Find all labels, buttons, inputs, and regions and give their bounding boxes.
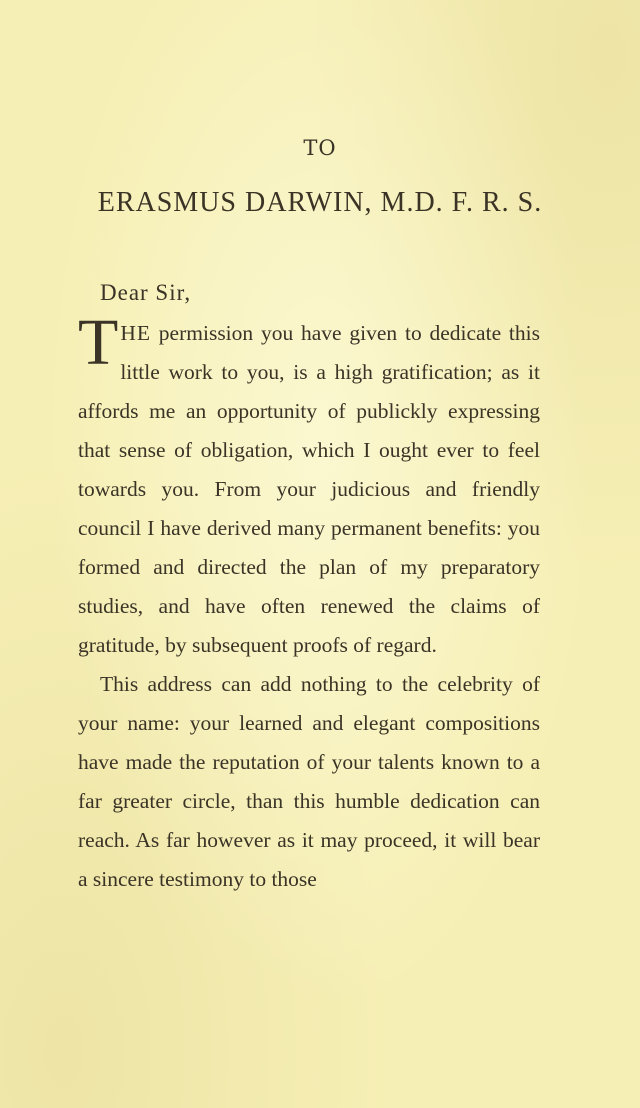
salutation: Dear Sir, (100, 280, 192, 305)
paragraph-1-text: permission you have given to dedicate this little work to you, is a high gratification; as it affords me an opportunity of publickly expressing that sense of obligation, which I ought ever to feel towards you. From your judicious and friendly council I have derived many permanent benefits: you formed and directed the plan of my preparatory studies, and have often renewed the claims of gratitude, by subsequent proofs of regard. (78, 321, 540, 657)
to-heading: TO (303, 136, 337, 160)
paragraph-1 (78, 306, 540, 665)
drop-cap: T (78, 306, 119, 379)
paragraph-2: This address can add nothing to the celebrity of your name: your learned and elegant compositions have made the reputation of your talents known to a far greater circle, than this humble dedication can reach. As far however as it may proceed, it will bear a sincere testimony to those (78, 672, 540, 891)
first-word-rest: HE (120, 321, 151, 345)
dedication-body (78, 306, 540, 899)
dedicatee-name: ERASMUS DARWIN, M.D. F. R. S. (97, 187, 543, 218)
